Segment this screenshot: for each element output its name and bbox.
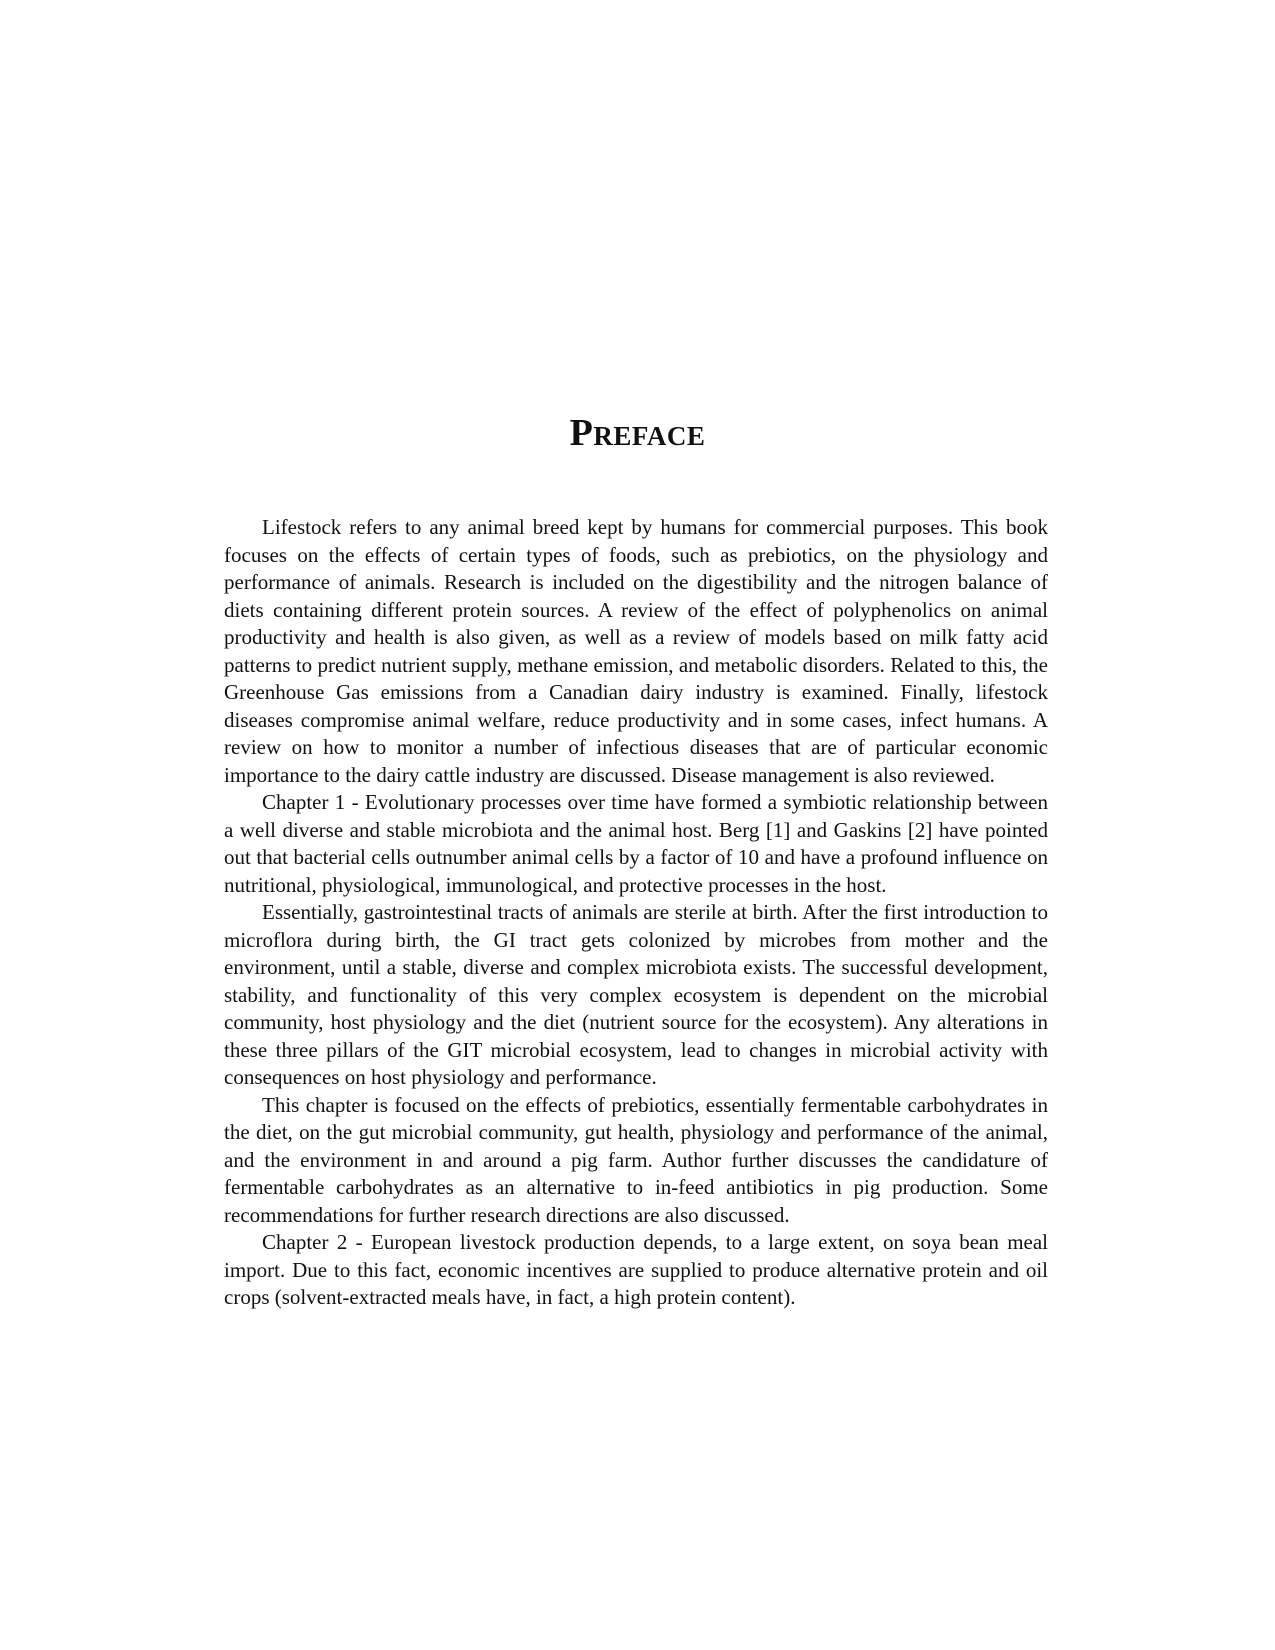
page-title: Preface [569,412,706,454]
paragraph-chapter-2: Chapter 2 - European livestock production depends, to a large extent, on soya bean meal import. Due to this fact, economic incentives are supplied to produce alternative protein and oil crops (solvent-extracted meals have, in fact, a high protein content). [224,1230,1048,1309]
paragraph-intro: Lifestock refers to any animal breed kept by humans for commercial purposes. This book focuses on the effects of certain types of foods, such as prebiotics, on the physiology and performance of animals. Research is included on the digestibility and the nitrogen balance of diets containing different protein sources. A review of the effect of polyphenolics on animal productivity and health is also given, as well as a review of models based on milk fatty acid patterns to predict nutrient supply, methane emission, and metabolic disorders. Related to this, the Greenhouse Gas emissions from a Canadian dairy industry is examined. Finally, lifestock diseases compromise animal welfare, reduce productivity and in some cases, infect humans. A review on how to monitor a number of infectious diseases that are of particular economic importance to the dairy cattle industry are discussed. Disease management is also reviewed. [224,515,1048,787]
preface-body [224,514,1048,1312]
paragraph-chapter-1: Chapter 1 - Evolutionary processes over time have formed a symbiotic relationship between a well diverse and stable microbiota and the animal host. Berg [1] and Gaskins [2] have pointed out that bacterial cells outnumber animal cells by a factor of 10 and have a profound influence on nutritional, physiological, immunological, and protective processes in the host. [224,790,1048,897]
paragraph-chapter-1-gi-tract: Essentially, gastrointestinal tracts of animals are sterile at birth. After the first introduction to microflora during birth, the GI tract gets colonized by microbes from mother and the environment, until a stable, diverse and complex microbiota exists. The successful development, stability, and functionality of this very complex ecosystem is dependent on the microbial community, host physiology and the diet (nutrient source for the ecosystem). Any alterations in these three pillars of the GIT microbial ecosystem, lead to changes in microbial activity with consequences on host physiology and performance. [224,900,1048,1089]
paragraph-chapter-1-focus: This chapter is focused on the effects of prebiotics, essentially fermentable carbohydrates in the diet, on the gut microbial community, gut health, physiology and performance of the animal, and the environment in and around a pig farm. Author further discusses the candidature of fermentable carbohydrates as an alternative to in-feed antibiotics in pig production. Some recommendations for further research directions are also discussed. [224,1092,1048,1227]
